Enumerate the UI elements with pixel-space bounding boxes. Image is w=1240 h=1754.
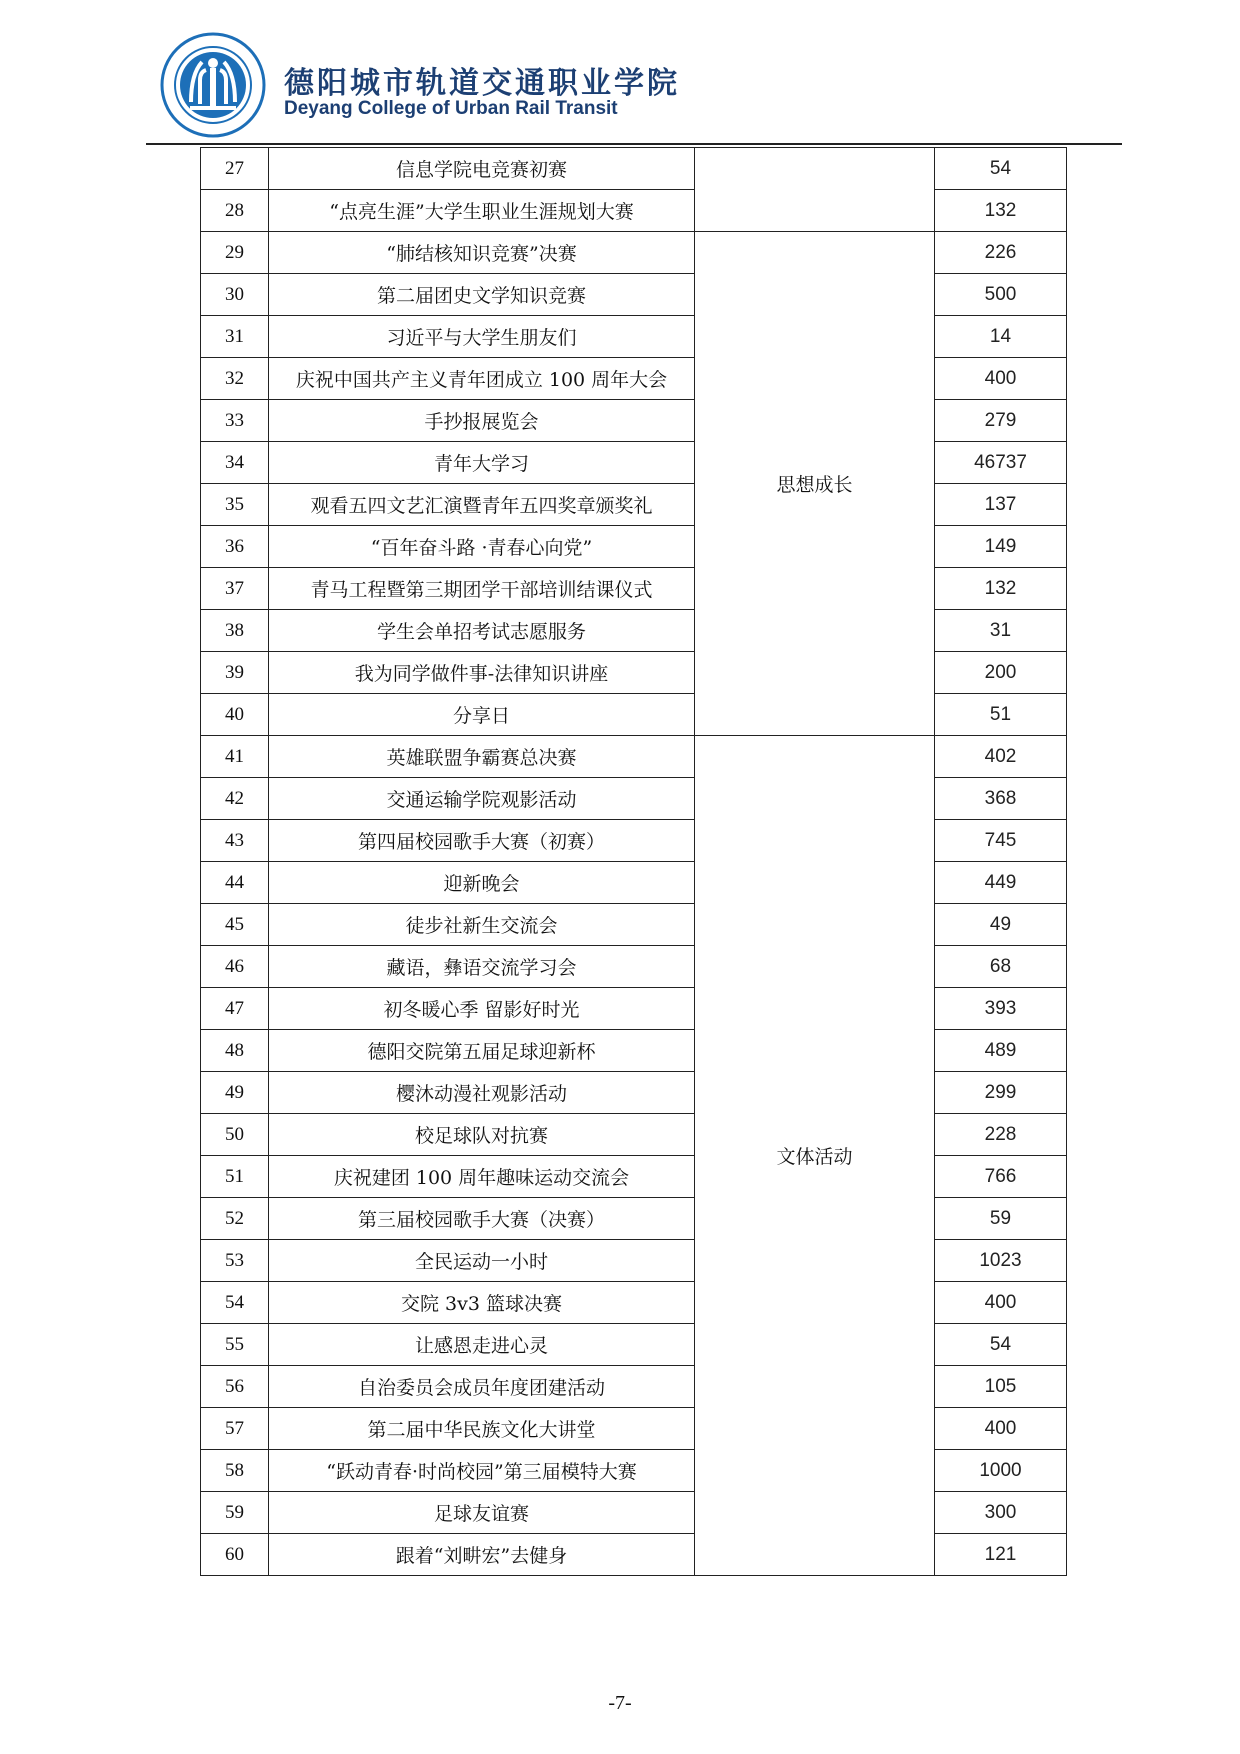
participant-count-cell: 54 (935, 148, 1067, 190)
participant-count-cell: 54 (935, 1324, 1067, 1366)
activity-name-cell: “点亮生涯”大学生职业生涯规划大赛 (269, 190, 695, 232)
participant-count-cell: 400 (935, 1408, 1067, 1450)
activity-name-cell: 习近平与大学生朋友们 (269, 316, 695, 358)
table-row (201, 1324, 1067, 1366)
row-number-cell: 43 (201, 820, 269, 862)
table-row (201, 1030, 1067, 1072)
participant-count-cell: 68 (935, 946, 1067, 988)
table-row (201, 1408, 1067, 1450)
activity-name-cell: 迎新晚会 (269, 862, 695, 904)
row-number-cell: 41 (201, 736, 269, 778)
row-number-cell: 33 (201, 400, 269, 442)
participant-count-cell: 226 (935, 232, 1067, 274)
table-row (201, 820, 1067, 862)
category-cell: 思想成长 (695, 232, 935, 736)
participant-count-cell: 59 (935, 1198, 1067, 1240)
participant-count-cell: 402 (935, 736, 1067, 778)
activity-name-cell: 德阳交院第五届足球迎新杯 (269, 1030, 695, 1072)
table-row (201, 148, 1067, 190)
row-number-cell: 34 (201, 442, 269, 484)
activity-name-cell: 第二届中华民族文化大讲堂 (269, 1408, 695, 1450)
participant-count-cell: 393 (935, 988, 1067, 1030)
participant-count-cell: 200 (935, 652, 1067, 694)
header-divider (146, 143, 1122, 145)
activity-name-cell: 校足球队对抗赛 (269, 1114, 695, 1156)
activity-name-cell: 第二届团史文学知识竞赛 (269, 274, 695, 316)
row-number-cell: 42 (201, 778, 269, 820)
row-number-cell: 55 (201, 1324, 269, 1366)
table-row (201, 736, 1067, 778)
participant-count-cell: 400 (935, 1282, 1067, 1324)
row-number-cell: 45 (201, 904, 269, 946)
table-row (201, 316, 1067, 358)
participant-count-cell: 51 (935, 694, 1067, 736)
row-number-cell: 47 (201, 988, 269, 1030)
table-row (201, 442, 1067, 484)
activity-name-cell: 让感恩走进心灵 (269, 1324, 695, 1366)
table-row (201, 904, 1067, 946)
participant-count-cell: 49 (935, 904, 1067, 946)
table-row (201, 1534, 1067, 1576)
activity-name-cell: 第三届校园歌手大赛（决赛） (269, 1198, 695, 1240)
activity-name-cell: 手抄报展览会 (269, 400, 695, 442)
row-number-cell: 53 (201, 1240, 269, 1282)
participant-count-cell: 1000 (935, 1450, 1067, 1492)
row-number-cell: 28 (201, 190, 269, 232)
row-number-cell: 31 (201, 316, 269, 358)
row-number-cell: 36 (201, 526, 269, 568)
college-name-en: Deyang College of Urban Rail Transit (284, 98, 618, 119)
table-row (201, 988, 1067, 1030)
row-number-cell: 39 (201, 652, 269, 694)
row-number-cell: 54 (201, 1282, 269, 1324)
row-number-cell: 44 (201, 862, 269, 904)
table-row (201, 1114, 1067, 1156)
participant-count-cell: 46737 (935, 442, 1067, 484)
table-row (201, 946, 1067, 988)
activity-name-cell: 初冬暖心季 留影好时光 (269, 988, 695, 1030)
table-row (201, 232, 1067, 274)
row-number-cell: 48 (201, 1030, 269, 1072)
college-logo-icon (160, 32, 266, 138)
row-number-cell: 50 (201, 1114, 269, 1156)
participant-count-cell: 449 (935, 862, 1067, 904)
table-row (201, 610, 1067, 652)
table-row (201, 568, 1067, 610)
participant-count-cell: 1023 (935, 1240, 1067, 1282)
participant-count-cell: 489 (935, 1030, 1067, 1072)
row-number-cell: 30 (201, 274, 269, 316)
participant-count-cell: 31 (935, 610, 1067, 652)
row-number-cell: 38 (201, 610, 269, 652)
table-row (201, 778, 1067, 820)
row-number-cell: 51 (201, 1156, 269, 1198)
activity-name-cell: 青年大学习 (269, 442, 695, 484)
activity-name-cell: 藏语，彝语交流学习会 (269, 946, 695, 988)
participant-count-cell: 14 (935, 316, 1067, 358)
row-number-cell: 40 (201, 694, 269, 736)
participant-count-cell: 121 (935, 1534, 1067, 1576)
table-row (201, 190, 1067, 232)
activity-name-cell: 学生会单招考试志愿服务 (269, 610, 695, 652)
activity-name-cell: 分享日 (269, 694, 695, 736)
activity-name-cell: 第四届校园歌手大赛（初赛） (269, 820, 695, 862)
table-row (201, 484, 1067, 526)
row-number-cell: 59 (201, 1492, 269, 1534)
participant-count-cell: 279 (935, 400, 1067, 442)
participant-count-cell: 300 (935, 1492, 1067, 1534)
participant-count-cell: 400 (935, 358, 1067, 400)
row-number-cell: 52 (201, 1198, 269, 1240)
row-number-cell: 46 (201, 946, 269, 988)
table-row (201, 1198, 1067, 1240)
row-number-cell: 56 (201, 1366, 269, 1408)
row-number-cell: 29 (201, 232, 269, 274)
table-row (201, 274, 1067, 316)
table-row (201, 694, 1067, 736)
table-row (201, 1492, 1067, 1534)
activity-name-cell: 交院 3v3 篮球决赛 (269, 1282, 695, 1324)
activity-name-cell: 足球友谊赛 (269, 1492, 695, 1534)
participant-count-cell: 228 (935, 1114, 1067, 1156)
table-row (201, 862, 1067, 904)
table-row (201, 358, 1067, 400)
activity-name-cell: 跟着“刘畊宏”去健身 (269, 1534, 695, 1576)
activity-name-cell: 自治委员会成员年度团建活动 (269, 1366, 695, 1408)
page-header (160, 32, 1120, 144)
page-number: -7- (608, 1692, 632, 1714)
activity-name-cell: 信息学院电竞赛初赛 (269, 148, 695, 190)
row-number-cell: 49 (201, 1072, 269, 1114)
row-number-cell: 37 (201, 568, 269, 610)
activity-table (200, 147, 1067, 1576)
activity-name-cell: 庆祝中国共产主义青年团成立 100 周年大会 (269, 358, 695, 400)
row-number-cell: 58 (201, 1450, 269, 1492)
participant-count-cell: 368 (935, 778, 1067, 820)
activity-name-cell: “百年奋斗路 ·青春心向党” (269, 526, 695, 568)
activity-name-cell: 徒步社新生交流会 (269, 904, 695, 946)
activity-name-cell: 我为同学做件事-法律知识讲座 (269, 652, 695, 694)
activity-name-cell: 庆祝建团 100 周年趣味运动交流会 (269, 1156, 695, 1198)
row-number-cell: 32 (201, 358, 269, 400)
activity-name-cell: “肺结核知识竞赛”决赛 (269, 232, 695, 274)
activity-name-cell: 樱沐动漫社观影活动 (269, 1072, 695, 1114)
activity-name-cell: 全民运动一小时 (269, 1240, 695, 1282)
table-row (201, 400, 1067, 442)
participant-count-cell: 149 (935, 526, 1067, 568)
participant-count-cell: 299 (935, 1072, 1067, 1114)
table-row (201, 1072, 1067, 1114)
college-name-cn: 德阳城市轨道交通职业学院 (284, 66, 680, 101)
table-row (201, 526, 1067, 568)
participant-count-cell: 137 (935, 484, 1067, 526)
category-cell: 文体活动 (695, 736, 935, 1576)
row-number-cell: 27 (201, 148, 269, 190)
activity-name-cell: 英雄联盟争霸赛总决赛 (269, 736, 695, 778)
participant-count-cell: 766 (935, 1156, 1067, 1198)
table-row (201, 1366, 1067, 1408)
activity-name-cell: 交通运输学院观影活动 (269, 778, 695, 820)
table-row (201, 1282, 1067, 1324)
activity-name-cell: 青马工程暨第三期团学干部培训结课仪式 (269, 568, 695, 610)
activity-name-cell: 观看五四文艺汇演暨青年五四奖章颁奖礼 (269, 484, 695, 526)
participant-count-cell: 500 (935, 274, 1067, 316)
row-number-cell: 60 (201, 1534, 269, 1576)
category-cell (695, 148, 935, 232)
participant-count-cell: 745 (935, 820, 1067, 862)
row-number-cell: 35 (201, 484, 269, 526)
participant-count-cell: 132 (935, 190, 1067, 232)
activity-table-body (201, 148, 1067, 1576)
table-row (201, 1240, 1067, 1282)
activity-name-cell: “跃动青春·时尚校园”第三届模特大赛 (269, 1450, 695, 1492)
table-row (201, 1450, 1067, 1492)
participant-count-cell: 132 (935, 568, 1067, 610)
table-row (201, 1156, 1067, 1198)
participant-count-cell: 105 (935, 1366, 1067, 1408)
row-number-cell: 57 (201, 1408, 269, 1450)
table-row (201, 652, 1067, 694)
